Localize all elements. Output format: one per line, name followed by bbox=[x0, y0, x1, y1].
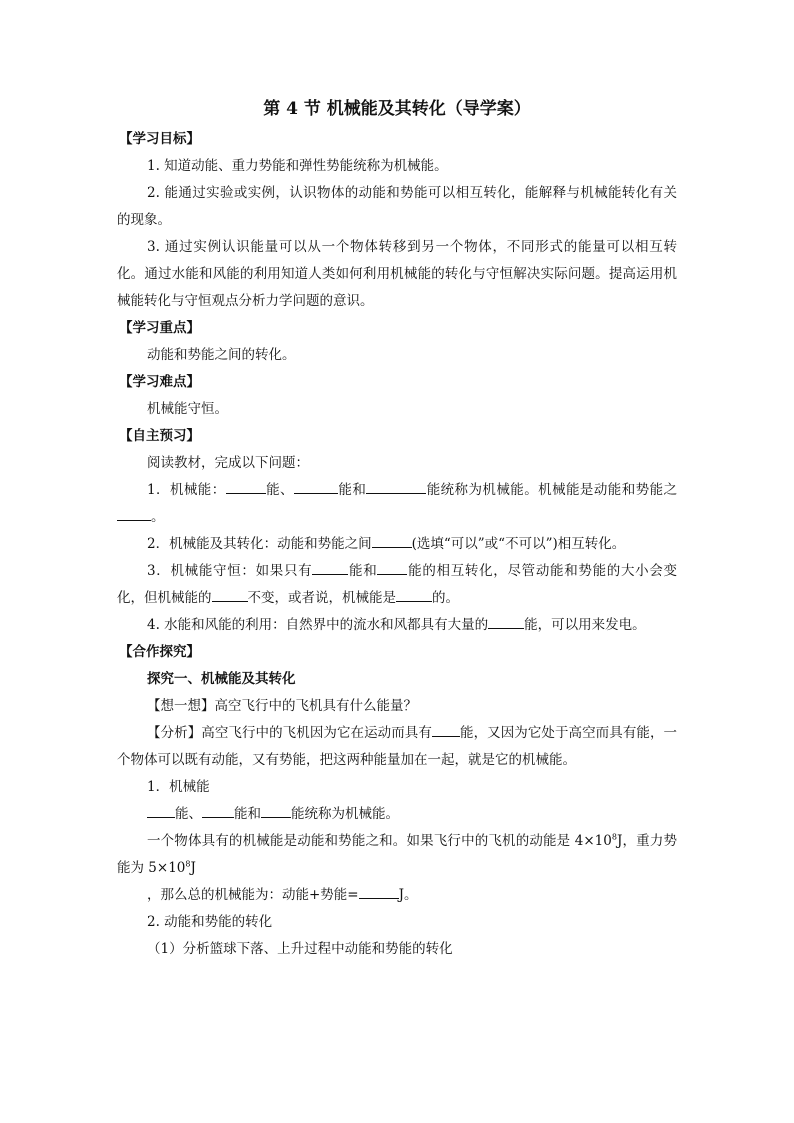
fill-text-a: 能、 bbox=[175, 806, 202, 822]
preview-question-3 bbox=[117, 558, 677, 612]
preview-question-1 bbox=[117, 477, 677, 531]
item-2-heading: 2. 动能和势能的转化 bbox=[147, 914, 273, 930]
preview-intro: 阅读教材，完成以下问题： bbox=[147, 455, 309, 471]
blank-field[interactable] bbox=[147, 803, 175, 818]
preview-heading: 【自主预习】 bbox=[119, 428, 200, 444]
blank-field[interactable] bbox=[294, 479, 338, 494]
q3-text-b: 能和 bbox=[348, 563, 378, 579]
goal-3: 3. 通过实例认识能量可以从一个物体转移到另一个物体，不同形式的能量可以相互转化。通过水能和风能的利用知道人类如何利用机械能的转化与守恒解决实际问题。提高运用机械能转化与守恒观点分析力学问题的意识。 bbox=[117, 239, 677, 309]
goal-1: 1. 知道动能、重力势能和弹性势能统称为机械能。 bbox=[147, 158, 448, 174]
analysis-text-c: 能，一个物体可以既有动能，又有势能，把这两种能量加在一起，就是它的机械能。 bbox=[117, 725, 678, 768]
exponent: 8 bbox=[185, 859, 191, 869]
item-2-subheading: （1）分析篮球下落、上升过程中动能和势能的转化 bbox=[147, 941, 453, 957]
q1-text-b: 能、 bbox=[265, 482, 294, 498]
think-tag: 【想一想】 bbox=[147, 698, 215, 714]
blank-field[interactable] bbox=[202, 803, 234, 818]
fill-text-b: 能和 bbox=[234, 806, 261, 822]
blank-field[interactable] bbox=[212, 587, 248, 602]
blank-field[interactable] bbox=[396, 587, 432, 602]
example-total-line bbox=[117, 882, 677, 909]
example-text-b: J，重力势能为 5×10 bbox=[117, 833, 677, 876]
item-1-heading: 1．机械能 bbox=[147, 779, 210, 795]
blank-field[interactable] bbox=[261, 803, 291, 818]
exponent: 8 bbox=[611, 832, 617, 842]
fill-line bbox=[117, 801, 677, 828]
think-text: 高空飞行中的飞机具有什么能量？ bbox=[214, 698, 417, 714]
blank-field[interactable] bbox=[117, 506, 151, 521]
page-title: 第 4 节 机械能及其转化（导学案） bbox=[263, 99, 531, 119]
analysis-tag: 【分析】 bbox=[147, 725, 202, 741]
example-paragraph bbox=[117, 828, 677, 882]
blank-field[interactable] bbox=[226, 479, 266, 494]
q4-text-b: 能，可以用来发电。 bbox=[524, 617, 646, 633]
blank-field[interactable] bbox=[372, 533, 412, 548]
q1-text-d: 能统称为机械能。机械能是动能和势能之 bbox=[426, 482, 678, 498]
q3-text-e: 的。 bbox=[432, 590, 459, 606]
q2-text-a: 2．机械能及其转化：动能和势能之间 bbox=[147, 536, 372, 552]
blank-field[interactable] bbox=[432, 722, 460, 737]
preview-question-2 bbox=[117, 531, 677, 558]
q1-text-c: 能和 bbox=[337, 482, 367, 498]
blank-field[interactable] bbox=[359, 884, 399, 899]
analysis-text-b: 能，又因为它处于高空而具有 bbox=[459, 725, 637, 741]
preview-question-4 bbox=[117, 612, 677, 639]
difficulty-heading: 【学习难点】 bbox=[119, 374, 200, 390]
key-text: 动能和势能之间的转化。 bbox=[147, 347, 296, 363]
q1-text-a: 1．机械能： bbox=[147, 482, 226, 498]
explore-1-title: 探究一、机械能及其转化 bbox=[147, 671, 296, 687]
key-heading: 【学习重点】 bbox=[119, 320, 200, 336]
example-text-a: 一个物体具有的机械能是动能和势能之和。如果飞行中的飞机的动能是 4×10 bbox=[147, 833, 612, 849]
goal-2: 2. 能通过实验或实例，认识物体的动能和势能可以相互转化，能解释与机械能转化有关的现象。 bbox=[117, 185, 677, 228]
fill-text-c: 能统称为机械能。 bbox=[291, 806, 399, 822]
q3-text-c: 能的相互转化，尽管动能和势能的大小会变化，但机械能的 bbox=[117, 563, 678, 606]
blank-field[interactable] bbox=[366, 479, 426, 494]
coop-heading: 【合作探究】 bbox=[119, 644, 200, 660]
analysis-paragraph bbox=[117, 720, 677, 774]
document-page bbox=[117, 92, 677, 963]
blank-field[interactable] bbox=[312, 560, 348, 575]
example-text-d: ，那么总的机械能为：动能+势能= bbox=[147, 887, 359, 903]
blank-field[interactable] bbox=[377, 560, 407, 575]
goals-heading: 【学习目标】 bbox=[119, 131, 200, 147]
q4-text-a: 4. 水能和风能的利用：自然界中的流水和风都具有大量的 bbox=[147, 617, 489, 633]
think-paragraph bbox=[117, 693, 677, 720]
example-text-c: J bbox=[190, 860, 196, 876]
q3-text-a: 3．机械能守恒：如果只有 bbox=[147, 563, 313, 579]
blank-field[interactable] bbox=[488, 614, 524, 629]
q1-text-e: 。 bbox=[151, 509, 165, 525]
example-text-e: J。 bbox=[398, 887, 418, 903]
difficulty-text: 机械能守恒。 bbox=[147, 401, 228, 417]
analysis-text-a: 高空飞行中的飞机因为它在运动而具有 bbox=[201, 725, 432, 741]
q3-text-d: 不变，或者说，机械能是 bbox=[247, 590, 396, 606]
q2-text-b: (选填“可以”或“不可以”)相互转化。 bbox=[411, 536, 626, 552]
